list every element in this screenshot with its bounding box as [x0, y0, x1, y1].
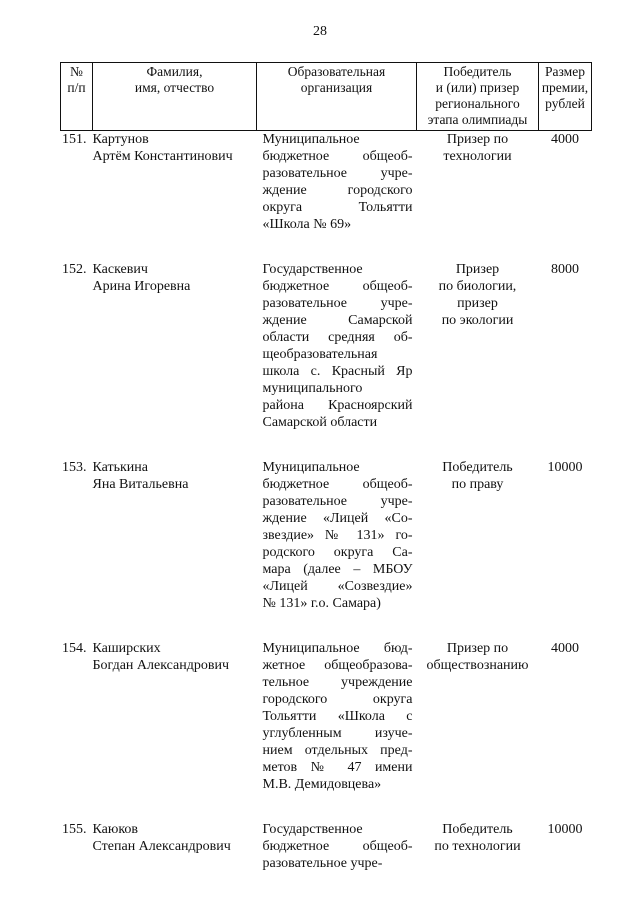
row-number [61, 131, 93, 262]
organization-line: муниципального [262, 381, 363, 396]
table-row [61, 821, 592, 900]
prize-amount [539, 131, 592, 262]
student-name [93, 459, 257, 640]
organization-line: М.В. Демидовцева» [262, 777, 382, 792]
row-number [61, 640, 93, 821]
row-number [61, 821, 93, 900]
row-number [61, 459, 93, 640]
header-result-line: регионального [435, 96, 520, 111]
organization-line: родского округа Са- [262, 545, 413, 560]
header-org-line: Образовательная [287, 64, 386, 79]
prize-amount-text: 4000 [551, 132, 579, 147]
organization-line: ждение «Лицей «Со- [262, 511, 413, 526]
header-name-line: имя, отчество [134, 80, 215, 95]
olympiad-result-line: Призер [455, 262, 500, 277]
prize-amount-text: 10000 [547, 822, 583, 837]
olympiad-result-line: призер [457, 296, 498, 311]
header-num-line: № [70, 64, 83, 79]
table-row [61, 131, 592, 262]
prize-amount [539, 459, 592, 640]
organization-line: щеобразовательная [262, 347, 378, 362]
organization-line: звездие» № 131» го- [262, 528, 413, 543]
student-name [93, 821, 257, 900]
organization [257, 131, 417, 262]
organization-line: № 131» г.о. Самара) [262, 596, 381, 611]
organization-line: бюджетное общеоб- [262, 477, 413, 492]
prize-amount-text: 10000 [547, 460, 583, 475]
organization-line: бюджетное общеоб- [262, 279, 413, 294]
table-row [61, 261, 592, 459]
organization-line: мара (далее – МБОУ [262, 562, 413, 577]
olympiad-result-line: обществознанию [426, 658, 529, 673]
table-body [61, 131, 592, 901]
organization-line: округа Тольятти [262, 200, 413, 215]
organization-line: области средняя об- [262, 330, 413, 345]
row-number [61, 261, 93, 459]
header-prize-line: рублей [545, 96, 585, 111]
header-result-line: этапа олимпиады [427, 112, 528, 127]
organization-line: района Красноярский [262, 398, 413, 413]
organization-line: ждение городского [262, 183, 413, 198]
header-name [93, 63, 257, 131]
olympiad-result-line: по праву [451, 477, 504, 492]
table-header-row [61, 63, 592, 131]
organization-line: Самарской области [262, 415, 378, 430]
organization [257, 640, 417, 821]
organization-line: «Школа № 69» [262, 217, 352, 232]
header-num-line: п/п [67, 80, 86, 95]
student-name-line: Катькина [92, 460, 149, 475]
page-number: 28 [313, 24, 327, 39]
organization-line: бюджетное общеоб- [262, 839, 413, 854]
student-name-line: Богдан Александрович [92, 658, 230, 673]
prize-amount [539, 640, 592, 821]
table-row [61, 640, 592, 821]
row-number-text: 152. [62, 262, 87, 277]
organization-line: разовательное учре- [262, 856, 383, 871]
organization [257, 459, 417, 640]
organization [257, 261, 417, 459]
header-result-line: Победитель [443, 64, 512, 79]
table-row [61, 459, 592, 640]
olympiad-result-line: Победитель [442, 460, 513, 475]
olympiad-result [417, 821, 539, 900]
olympiad-result [417, 640, 539, 821]
student-name-line: Арина Игоревна [92, 279, 191, 294]
organization-line: Тольятти «Школа с [262, 709, 413, 724]
prize-amount-text: 4000 [551, 641, 579, 656]
olympiad-result [417, 459, 539, 640]
prize-amount [539, 261, 592, 459]
row-number-text: 153. [62, 460, 87, 475]
header-result-line: и (или) призер [435, 80, 520, 95]
olympiad-result-line: Призер по [446, 132, 509, 147]
header-num [61, 63, 93, 131]
organization-line: Муниципальное [262, 460, 360, 475]
row-number-text: 155. [62, 822, 87, 837]
student-name-line: Каюков [92, 822, 139, 837]
header-prize-line: Размер [545, 64, 585, 79]
olympiad-result-line: Победитель [442, 822, 513, 837]
organization-line: Государственное [262, 822, 363, 837]
organization-line: метов № 47 имени [262, 760, 413, 775]
student-name-line: Артём Константинович [92, 149, 233, 164]
organization-line: бюджетное общеоб- [262, 149, 413, 164]
header-org [257, 63, 417, 131]
olympiad-result [417, 261, 539, 459]
header-prize [539, 63, 592, 131]
student-name-line: Картунов [92, 132, 149, 147]
organization-line: разовательное учре- [262, 166, 413, 181]
organization-line: нием отдельных пред- [262, 743, 413, 758]
student-name-line: Каширских [92, 641, 161, 656]
row-number-text: 154. [62, 641, 87, 656]
student-name-line: Каскевич [92, 262, 148, 277]
header-org-line: организация [300, 80, 373, 95]
olympiad-result-line: по биологии, [438, 279, 517, 294]
student-name [93, 131, 257, 262]
olympiad-result-line: технологии [443, 149, 512, 164]
olympiad-result-line: по технологии [434, 839, 521, 854]
organization-line: ждение Самарской [262, 313, 413, 328]
student-name [93, 261, 257, 459]
organization-line: школа с. Красный Яр [262, 364, 413, 379]
organization-line: углубленным изуче- [262, 726, 413, 741]
student-name-line: Яна Витальевна [92, 477, 189, 492]
prize-amount-text: 8000 [551, 262, 579, 277]
prize-amount [539, 821, 592, 900]
organization-line: Муниципальное [262, 132, 360, 147]
organization-line: Государственное [262, 262, 363, 277]
olympiad-result-line: по экологии [441, 313, 514, 328]
organization-line: городского округа [262, 692, 413, 707]
laureates-table [60, 62, 592, 900]
organization-line: жетное общеобразова- [262, 658, 413, 673]
organization-line: Муниципальное бюд- [262, 641, 413, 656]
organization [257, 821, 417, 900]
organization-line: разовательное учре- [262, 296, 413, 311]
organization-line: «Лицей «Созвездие» [262, 579, 413, 594]
header-name-line: Фамилия, [146, 64, 203, 79]
olympiad-result [417, 131, 539, 262]
organization-line: тельное учреждение [262, 675, 413, 690]
organization-line: разовательное учре- [262, 494, 413, 509]
header-result [417, 63, 539, 131]
olympiad-result-line: Призер по [446, 641, 509, 656]
student-name-line: Степан Александрович [92, 839, 231, 854]
header-prize-line: премии, [541, 80, 589, 95]
row-number-text: 151. [62, 132, 87, 147]
student-name [93, 640, 257, 821]
